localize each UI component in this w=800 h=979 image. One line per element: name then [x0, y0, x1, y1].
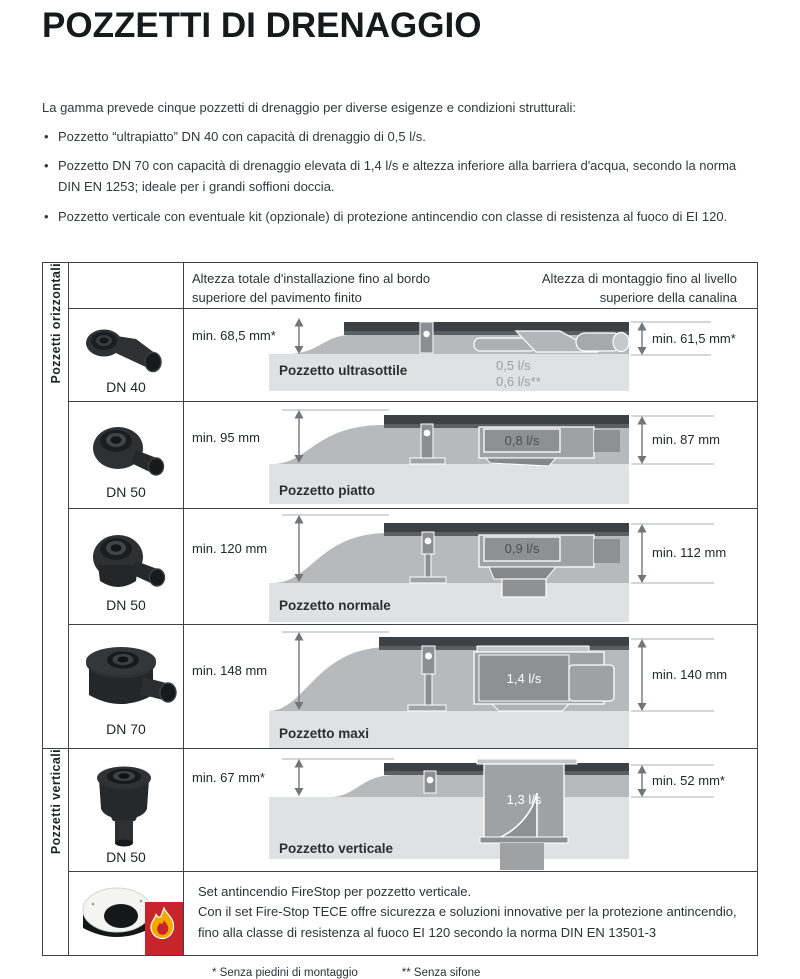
side-label-vertical: Pozzetti verticali: [48, 748, 63, 854]
measure-left: min. 120 mm: [192, 540, 268, 556]
diagram-label: Pozzetto ultrasottile: [279, 362, 408, 378]
product-dn-label: DN 50: [106, 848, 146, 865]
diagram-label: Pozzetto piatto: [279, 482, 375, 498]
firestop-text-cell: [184, 871, 758, 955]
measure-right: min. 140 mm: [652, 666, 728, 682]
product-image-dn50-verticale: [78, 757, 174, 849]
intro-text: La gamma prevede cinque pozzetti di drenaggio per diverse esigenze e condizioni strutturali:: [42, 100, 577, 115]
diagram-normale: [184, 509, 757, 624]
product-dn-label: DN 40: [106, 378, 146, 395]
side-label-horizontal: Pozzetti orizzontali: [48, 262, 63, 384]
measure-right: min. 112 mm: [652, 544, 727, 560]
diagram-verticale: [184, 749, 757, 870]
product-cell-dn70: [69, 624, 184, 748]
diagram-maxi: [184, 625, 757, 748]
bullet-item: • Pozzetto verticale con eventuale kit (opzionale) di protezione antincendio con classe di resistenza al fuoco di EI 120.: [42, 207, 758, 228]
diagram-piatto: [184, 402, 757, 508]
product-cell-dn50-piatto: [69, 401, 184, 508]
product-dn-label: DN 50: [106, 596, 146, 613]
footnote-mounting-feet: * Senza piedini di montaggio: [212, 966, 358, 979]
product-image-dn70: [73, 637, 179, 721]
bullet-item: • Pozzetto DN 70 con capacità di drenaggio elevata di 1,4 l/s e altezza inferiore alla barriera d'acqua, secondo la norma DIN EN 1253; ideale per i grandi soffioni doccia.: [42, 156, 758, 198]
product-image-dn50-normale: [76, 525, 176, 597]
measure-left: min. 148 mm: [192, 662, 268, 678]
flow-rate: 0,8 l/s: [504, 432, 540, 448]
footnote-siphon: ** Senza sifone: [401, 966, 481, 979]
diagram-cell-verticale: [184, 748, 758, 871]
firestop-line1: Set antincendio FireStop per pozzetto verticale.: [198, 883, 472, 899]
measure-right: min. 87 mm: [652, 431, 720, 447]
product-image-firestop: [69, 872, 183, 955]
product-image-dn40: [76, 321, 176, 379]
diagram-label: Pozzetto normale: [279, 597, 391, 613]
footnotes: [212, 967, 758, 979]
measure-left: min. 68,5 mm*: [192, 327, 276, 343]
diagram-cell-ultrasottile: [184, 308, 758, 401]
bullet-item: • Pozzetto “ultrapiatto” DN 40 con capacità di drenaggio di 0,5 l/s.: [42, 127, 758, 148]
side-group-vertical: [43, 748, 69, 955]
flow-rate-alt: 0,6 l/s**: [496, 373, 541, 389]
product-table: [42, 262, 758, 956]
flow-rate: 1,3 l/s: [506, 791, 542, 807]
catalog-page: [0, 6, 800, 979]
bullet-list: [42, 127, 758, 228]
diagram-cell-normale: [184, 508, 758, 624]
firestop-line2: Con il set Fire-Stop TECE offre sicurezza e soluzioni innovative per la protezione antincendio, fino alla classe di resistenza al fuoco EI 120 secondo la norma DIN EN 13501-3: [198, 904, 737, 941]
header-left-text: Altezza totale d'installazione fino al bordo superiore del pavimento finito: [192, 270, 431, 306]
page-title: POZZETTI DI DRENAGGIO: [42, 6, 482, 45]
product-image-dn50-piatto: [76, 416, 176, 484]
product-cell-dn50-verticale: [69, 748, 184, 871]
flow-rate: 0,9 l/s: [504, 540, 540, 556]
product-cell-firestop: [69, 871, 184, 955]
product-cell-dn40: [69, 308, 184, 401]
header-empty-cell: [69, 262, 184, 308]
diagram-label: Pozzetto maxi: [279, 725, 370, 741]
header-right-text: Altezza di montaggio fino al livello superiore della canalina: [541, 270, 737, 306]
side-group-horizontal: [43, 262, 69, 748]
diagram-label: Pozzetto verticale: [279, 840, 394, 856]
diagram-ultrasottile: [184, 309, 757, 397]
measure-left: min. 67 mm*: [192, 769, 265, 785]
measure-left: min. 95 mm: [192, 429, 260, 445]
table-header-cell: [184, 262, 758, 308]
flow-rate: 1,4 l/s: [506, 670, 542, 686]
flow-rate: 0,5 l/s: [496, 357, 531, 373]
product-dn-label: DN 50: [106, 483, 146, 500]
product-dn-label: DN 70: [106, 720, 146, 737]
product-cell-dn50-normale: [69, 508, 184, 624]
diagram-cell-maxi: [184, 624, 758, 748]
diagram-cell-piatto: [184, 401, 758, 508]
measure-right: min. 61,5 mm*: [652, 330, 736, 346]
measure-right: min. 52 mm*: [652, 772, 725, 788]
